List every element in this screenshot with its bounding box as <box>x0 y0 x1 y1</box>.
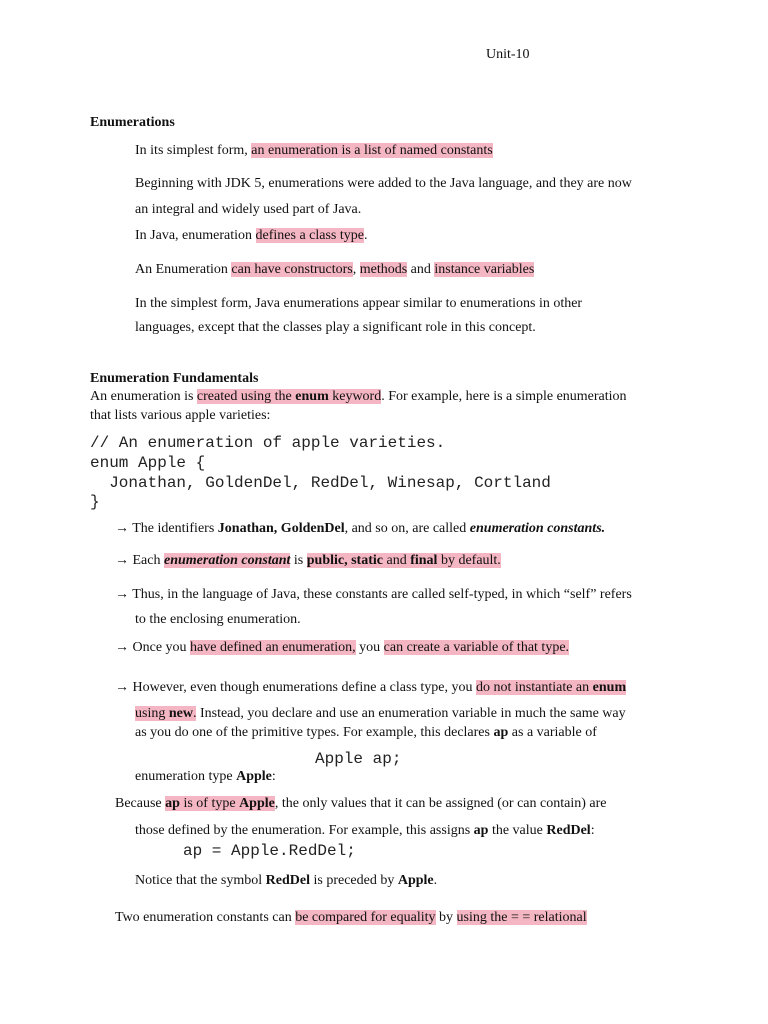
text: Thus, in the language of Java, these constants are called self-typed, in which “self” refers <box>132 587 632 602</box>
text: Each <box>132 553 164 568</box>
bullet-however-line1 <box>115 680 626 696</box>
highlight: keyword <box>328 389 382 404</box>
highlight: created using the <box>196 389 296 404</box>
bullet-because-line1 <box>115 796 606 812</box>
bullet-identifiers <box>115 521 605 537</box>
section-heading-enumerations: Enumerations <box>90 115 175 130</box>
text: Because <box>115 796 166 811</box>
text-bold: ap <box>493 725 509 740</box>
highlight: enumeration constant <box>163 553 291 568</box>
highlight: an enumeration is a list of named constants <box>251 143 493 158</box>
text: those defined by the enumeration. For example, this assigns <box>135 823 474 838</box>
paragraph-constructors <box>135 262 534 278</box>
text-bold: RedDel <box>265 873 310 888</box>
highlight: ap <box>165 796 180 811</box>
text-bold: Apple <box>397 873 434 888</box>
arrow-icon: → <box>115 553 129 568</box>
paragraph-simplest-form <box>135 143 493 159</box>
highlight: can have constructors <box>231 262 353 277</box>
text: Two enumeration constants can <box>115 910 296 925</box>
bullet-self-typed-line1 <box>115 587 632 603</box>
arrow-icon: → <box>115 680 129 695</box>
bullet-because-line2 <box>135 823 595 839</box>
text: , and so on, are called <box>344 521 470 536</box>
unit-label: Unit-10 <box>486 47 530 62</box>
text: , the only values that it can be assigned (or can contain) are <box>274 796 607 811</box>
text: The identifiers <box>132 521 218 536</box>
paragraph-jdk5-line1: Beginning with JDK 5, enumerations were added to the Java language, and they are now <box>135 176 632 191</box>
text-bold: Apple <box>236 769 272 784</box>
text: However, even though enumerations define a class type, you <box>132 680 476 695</box>
text: as you do one of the primitive types. For example, this declares <box>135 725 494 740</box>
highlight: public, static <box>306 553 383 568</box>
highlight: and <box>382 553 411 568</box>
text: and <box>407 262 435 277</box>
bullet-however-line2 <box>135 706 626 722</box>
text: : <box>271 769 276 784</box>
text: Notice that the symbol <box>135 873 266 888</box>
highlight: enum <box>592 680 627 695</box>
text: is preceded by <box>309 873 398 888</box>
bullet-each-constant <box>115 553 501 569</box>
bullet-compare <box>115 910 587 926</box>
highlight: do not instantiate an <box>476 680 593 695</box>
section-heading-fundamentals: Enumeration Fundamentals <box>90 371 259 386</box>
text: . For example, here is a simple enumeration <box>381 389 627 404</box>
text: is <box>290 553 307 568</box>
highlight: Apple <box>239 796 275 811</box>
highlight: . <box>192 706 197 721</box>
code-line-1: // An enumeration of apple varieties. <box>90 434 446 452</box>
text: Instead, you declare and use an enumeration variable in much the same way <box>196 706 626 721</box>
bullet-once-defined <box>115 640 569 656</box>
text: . <box>363 228 368 243</box>
bullet-however-line4 <box>135 769 276 785</box>
arrow-icon: → <box>115 521 129 536</box>
text-bold: Jonathan, GoldenDel <box>217 521 345 536</box>
text: In Java, enumeration <box>135 228 256 243</box>
intro-line1 <box>90 389 627 405</box>
arrow-icon: → <box>115 640 129 655</box>
paragraph-simplest-java-line2: languages, except that the classes play a significant role in this concept. <box>135 320 536 335</box>
highlight: be compared for equality <box>295 910 436 925</box>
code-ap-assign: ap = Apple.RedDel; <box>183 842 356 860</box>
highlight: is of type <box>179 796 240 811</box>
code-line-3: Jonathan, GoldenDel, RedDel, Winesap, Cortland <box>90 474 551 492</box>
text: . <box>433 873 438 888</box>
bullet-however-line3 <box>135 725 597 741</box>
highlight: by default. <box>437 553 501 568</box>
text-bold: ap <box>473 823 489 838</box>
highlight: can create a variable of that type. <box>383 640 570 655</box>
paragraph-jdk5-line2: an integral and widely used part of Java. <box>135 202 362 217</box>
paragraph-simplest-java-line1: In the simplest form, Java enumerations appear similar to enumerations in other <box>135 296 583 311</box>
highlight: have defined an enumeration, <box>190 640 356 655</box>
arrow-icon: → <box>115 587 129 602</box>
text: as a variable of <box>508 725 597 740</box>
code-line-4: } <box>90 493 100 511</box>
text-bold-italic: enumeration constants. <box>469 521 606 536</box>
text: the value <box>488 823 547 838</box>
bullet-self-typed-line2: to the enclosing enumeration. <box>135 612 301 627</box>
text: : <box>590 823 595 838</box>
bullet-because-note <box>135 873 437 889</box>
highlight: methods <box>359 262 408 277</box>
highlight: final <box>410 553 438 568</box>
text: An Enumeration <box>135 262 232 277</box>
code-line-2: enum Apple { <box>90 454 206 472</box>
highlight: using the = = relational <box>456 910 587 925</box>
intro-line2: that lists various apple varieties: <box>90 408 271 423</box>
text: Once you <box>132 640 191 655</box>
text: , <box>352 262 360 277</box>
highlight: instance variables <box>434 262 535 277</box>
highlight: new <box>168 706 193 721</box>
text: you <box>355 640 384 655</box>
text: In its simplest form, <box>135 143 252 158</box>
highlight: using <box>135 706 169 721</box>
enum-keyword: enum <box>295 389 329 404</box>
text: by <box>435 910 457 925</box>
text: enumeration type <box>135 769 237 784</box>
paragraph-class-type <box>135 228 367 244</box>
code-apple-ap: Apple ap; <box>315 750 402 768</box>
highlight: defines a class type <box>255 228 364 243</box>
text: An enumeration is <box>90 389 197 404</box>
text-bold: RedDel <box>546 823 591 838</box>
